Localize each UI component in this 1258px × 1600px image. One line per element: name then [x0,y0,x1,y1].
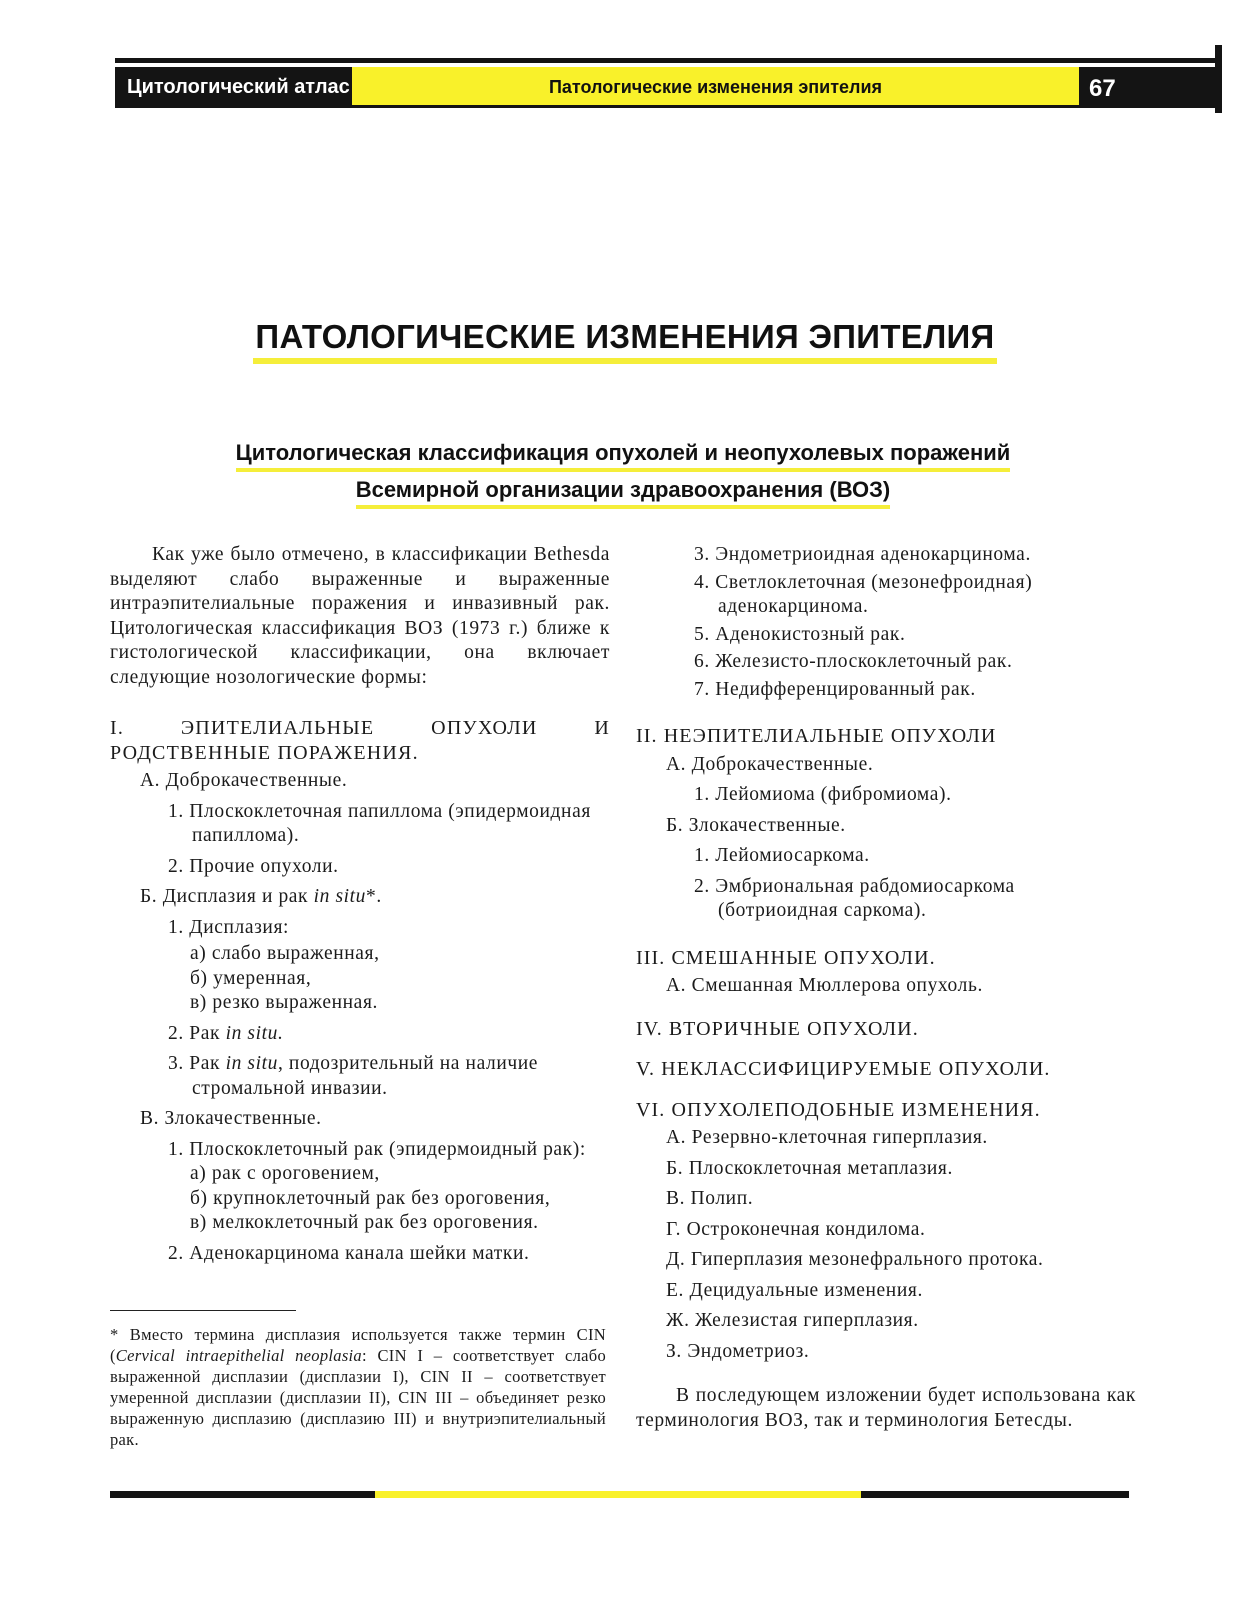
heading-epithelial-tumors: I. ЭПИТЕЛИАЛЬНЫЕ ОПУХОЛИ И РОДСТВЕННЫЕ ПОРАЖЕНИЯ. [110,717,610,764]
list-item: 3. Рак in situ, подозрительный на наличие стромальной инвазии. [168,1053,539,1099]
list-item: 1. Лейомиома (фибромиома). [694,784,952,805]
bottom-bar-left [110,1491,375,1498]
chapter-title: Патологические изменения эпителия [352,67,1079,107]
heading-secondary-tumors: IV. ВТОРИЧНЫЕ ОПУХОЛИ. [636,1017,919,1040]
list-item: Е. Децидуальные изменения. [666,1279,923,1301]
list-item: а) слабо выраженная, [190,943,380,964]
page-edge-mark [1215,45,1222,113]
list-item: А. Доброкачественные. [140,770,348,791]
list-item: а) рак с ороговением, [190,1163,380,1184]
closing-paragraph: В последующем изложении будет использована как терминология ВОЗ, так и терминология Бетесды. [636,1385,1136,1431]
list-item: 5. Аденокистозный рак. [694,623,906,645]
list-item: 4. Светлоклеточная (мезонефроидная) аденокарцинома. [694,571,1033,617]
footnote: * Вместо термина дисплазия используется также термин CIN (Cervical intraepithelial neoplasia: CIN I – соответствует слабо выраженной дисплазии (дисплазии I), CIN II – соответствует умеренной дисплазии (дисплазии II), CIN III – объединяет резко выраженную дисплазию (дисплазию III) и внутриэпителиальный рак. [110,1325,607,1449]
heading-tumor-like-changes: VI. ОПУХОЛЕПОДОБНЫЕ ИЗМЕНЕНИЯ. [636,1098,1041,1121]
list-item: 1. Дисплазия: [168,916,290,938]
section-subtitle-line2: Всемирной организации здравоохранения (ВОЗ) [0,477,1246,503]
list-item: 2. Эмбриональная рабдомиосаркома (ботриоидная саркома). [694,875,1015,921]
list-item: 1. Лейомиосаркома. [694,845,870,866]
book-title: Цитологический атлас [115,67,352,107]
list-item: 2. Аденокарцинома канала шейки матки. [168,1242,530,1264]
list-item: 6. Железисто-плоскоклеточный рак. [694,651,1013,672]
heading-mixed-tumors: III. СМЕШАННЫЕ ОПУХОЛИ. [636,946,936,969]
list-item: 2. Прочие опухоли. [168,855,339,877]
list-item: 3. Эндометриоидная аденокарцинома. [694,544,1031,565]
section-subtitle-line1: Цитологическая классификация опухолей и неопухолевых поражений [0,440,1246,466]
heading-unclassified-tumors: V. НЕКЛАССИФИЦИРУЕМЫЕ ОПУХОЛИ. [636,1058,1051,1080]
list-item: 2. Рак in situ. [168,1022,284,1044]
list-item: В. Злокачественные. [140,1108,322,1129]
list-item: А. Резервно-клеточная гиперплазия. [666,1127,988,1148]
running-header [115,67,1215,109]
bottom-bar-right [861,1491,1129,1498]
list-item: в) резко выраженная. [190,992,378,1013]
bottom-bar-middle [375,1491,861,1498]
list-item: А. Доброкачественные. [666,753,874,775]
list-item: А. Смешанная Мюллерова опухоль. [666,975,983,996]
list-item: 1. Плоскоклеточный рак (эпидермоидный рак): [168,1138,586,1160]
footnote-rule [110,1310,296,1311]
list-item: З. Эндометриоз. [666,1340,810,1362]
list-item: б) крупноклеточный рак без ороговения, [190,1187,551,1209]
list-item: Б. Злокачественные. [666,814,846,836]
list-item: 7. Недифференцированный рак. [694,678,976,700]
intro-paragraph: Как уже было отмечено, в классификации Bethesda выделяют слабо выраженные и выраженные интраэпителиальные поражения и инвазивный рак. Цитологическая классификация ВОЗ (1973 г.) ближе к гистологической классификации, она включает следующие нозологические формы: [110,544,610,688]
list-item: Г. Остроконечная кондилома. [666,1218,926,1240]
list-item: Б. Дисплазия и рак in situ*. [140,886,382,907]
list-item: Д. Гиперплазия мезонефрального протока. [666,1249,1044,1270]
page-number: 67 [1079,67,1215,107]
list-item: В. Полип. [666,1188,754,1209]
list-item: Б. Плоскоклеточная метаплазия. [666,1157,953,1179]
right-column [636,543,1136,1453]
list-item: 1. Плоскоклеточная папиллома (эпидермоидная папиллома). [168,800,591,846]
header-top-rule [115,58,1215,63]
list-item: б) умеренная, [190,967,312,989]
page-title: ПАТОЛОГИЧЕСКИЕ ИЗМЕНЕНИЯ ЭПИТЕЛИЯ [0,318,1250,356]
list-item: Ж. Железистая гиперплазия. [666,1310,919,1331]
left-column [110,543,610,1272]
heading-nonepithelial-tumors: II. НЕЭПИТЕЛИАЛЬНЫЕ ОПУХОЛИ [636,725,997,747]
list-item: в) мелкоклеточный рак без ороговения. [190,1212,539,1233]
header-bottom-rule [115,105,1215,108]
